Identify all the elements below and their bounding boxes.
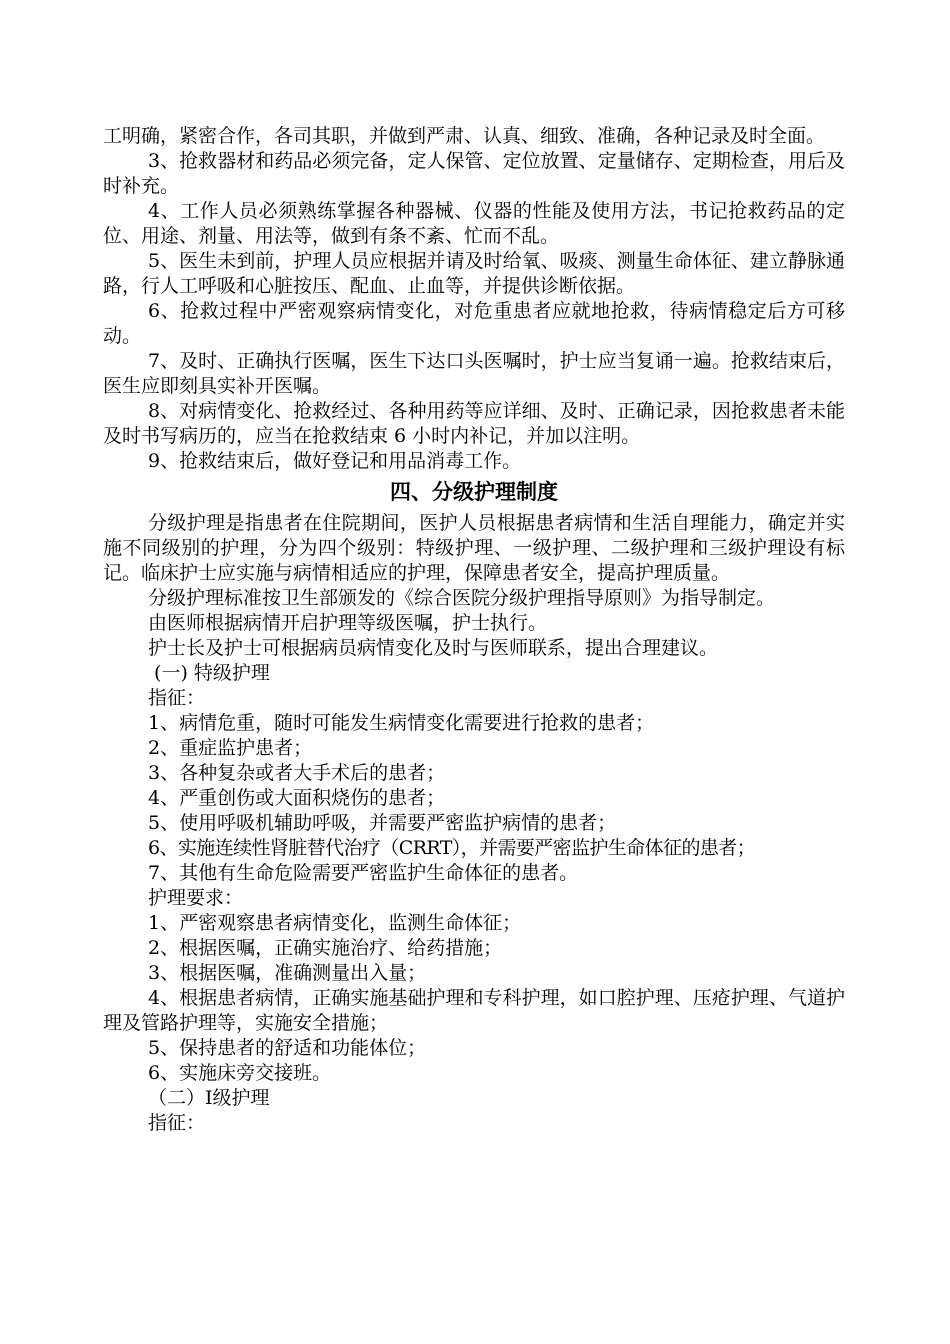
paragraph-item-7: 7、及时、正确执行医嘱，医生下达口头医嘱时，护士应当复诵一遍。抢救结束后，医生应即刻具实补开医嘱。 [103,350,845,397]
section-title: 四、分级护理制度 [390,480,558,504]
line-physician-order: 由医师根据病情开启护理等级医嘱，护士执行。 [148,612,548,634]
indication-item-3: 3、各种复杂或者大手术后的患者； [148,762,446,784]
intro-paragraph-standard: 分级护理标准按卫生部颁发的《综合医院分级护理指导原则》为指导制定。 [148,587,776,609]
line-nurse-suggestion: 护士长及护士可根据病员病情变化及时与医师联系，提出合理建议。 [148,637,719,659]
indication-item-2: 2、重症监护患者； [148,737,313,759]
care-item-3: 3、根据医嘱，准确测量出入量； [148,962,427,984]
indication-label: 指征： [148,687,206,709]
paragraph-item-6: 6、抢救过程中严密观察病情变化，对危重患者应就地抢救，待病情稳定后方可移动。 [103,300,845,347]
indication-label-level-one: 指征： [148,1112,206,1134]
paragraph-item-5: 5、医生未到前，护理人员应根据并请及时给氧、吸痰、测量生命体征、建立静脉通路，行人工呼吸和心脏按压、配血、止血等，并提供诊断依据。 [103,250,845,297]
indication-item-1: 1、病情危重，随时可能发生病情变化需要进行抢救的患者； [148,712,655,734]
subsection-special-care: (一) 特级护理 [148,662,270,684]
care-item-5: 5、保持患者的舒适和功能体位； [148,1037,427,1059]
paragraph-item-9: 9、抢救结束后，做好登记和用品消毒工作。 [148,450,522,472]
care-item-6: 6、实施床旁交接班。 [148,1062,332,1084]
indication-item-6: 6、实施连续性肾脏替代治疗（CRRT），并需要严密监护生命体征的患者； [148,837,756,859]
care-item-4: 4、根据患者病情，正确实施基础护理和专科护理，如口腔护理、压疮护理、气道护理及管路护理等，实施安全措施； [103,987,845,1034]
paragraph-item-8: 8、对病情变化、抢救经过、各种用药等应详细、及时、正确记录，因抢救患者未能及时书写病历的，应当在抢救结束 6 小时内补记，并加以注明。 [103,400,845,447]
care-item-2: 2、根据医嘱，正确实施治疗、给药措施； [148,937,503,959]
paragraph-responsibility: 工明确，紧密合作，各司其职，并做到严肃、认真、细致、准确，各种记录及时全面。 [103,125,826,147]
care-item-1: 1、严密观察患者病情变化，监测生命体征； [148,912,522,934]
indication-item-4: 4、严重创伤或大面积烧伤的患者； [148,787,446,809]
paragraph-item-4: 4、工作人员必须熟练掌握各种器械、仪器的性能及使用方法，书记抢救药品的定位、用途、剂量、用法等，做到有条不紊、忙而不乱。 [103,200,845,247]
indication-item-7: 7、其他有生命危险需要严密监护生命体征的患者。 [148,862,579,884]
intro-paragraph-definition: 分级护理是指患者在住院期间，医护人员根据患者病情和生活自理能力，确定并实施不同级别的护理，分为四个级别：特级护理、一级护理、二级护理和三级护理设有标记。临床护士应实施与病情相适应的护理，保障患者安全，提高护理质量。 [103,512,845,584]
subsection-level-one-care: （二）Ⅰ级护理 [148,1087,270,1109]
indication-item-5: 5、使用呼吸机辅助呼吸，并需要严密监护病情的患者； [148,812,617,834]
care-requirements-label: 护理要求： [148,887,244,909]
paragraph-item-3: 3、抢救器材和药品必须完备，定人保管、定位放置、定量储存、定期检查，用后及时补充。 [103,150,845,197]
document-page [103,124,845,1136]
